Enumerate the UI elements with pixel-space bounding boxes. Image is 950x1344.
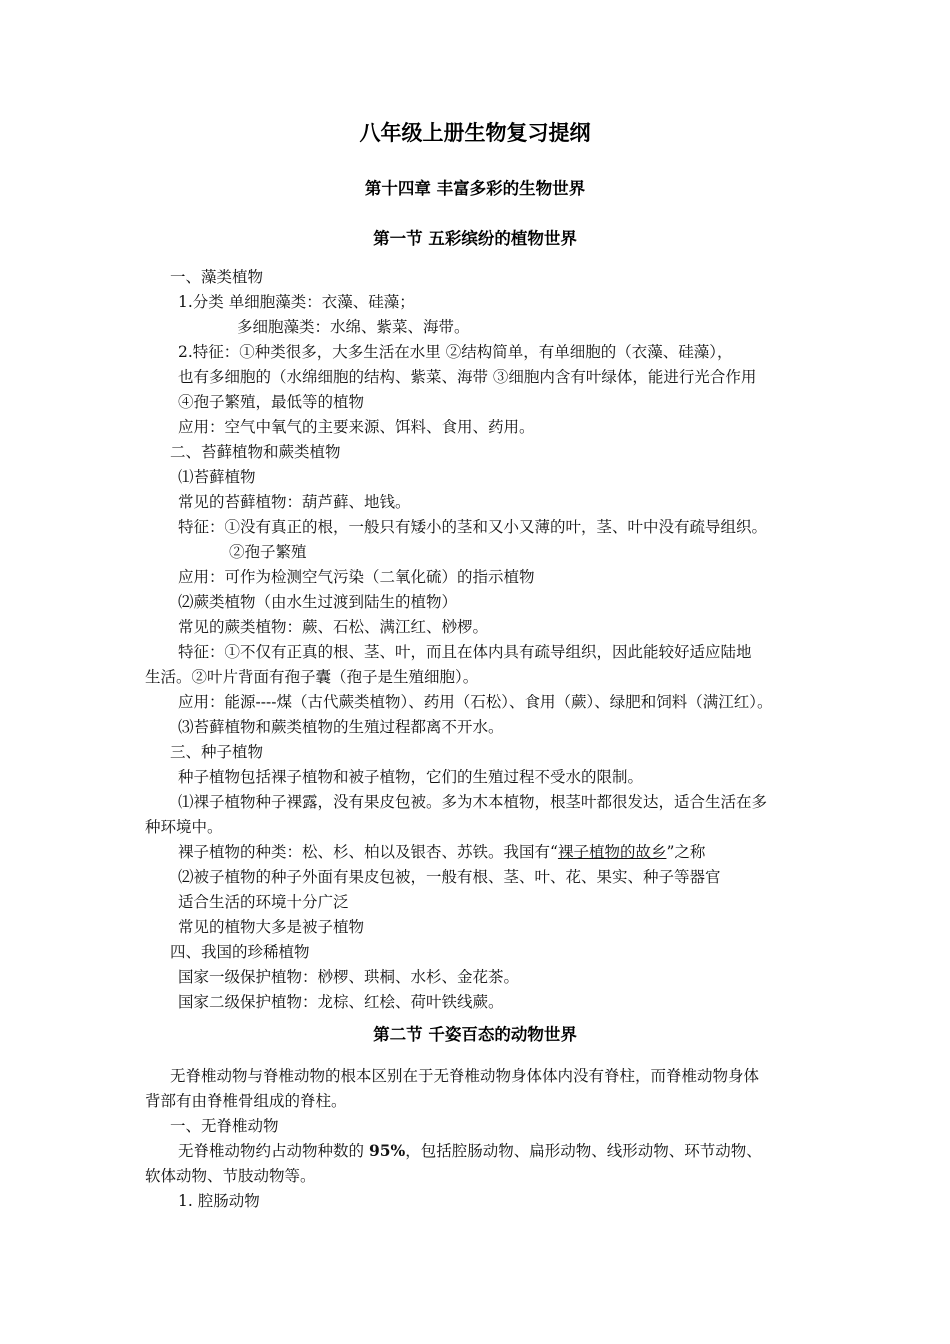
paragraph-line: 常见的蕨类植物：蕨、石松、满江红、桫椤。 [178, 618, 489, 636]
paragraph-line: ⑴苔藓植物 [178, 468, 256, 486]
paragraph-line: 特征：①不仅有正真的根、茎、叶，而且在体内具有疏导组织，因此能较好适应陆地 [178, 643, 752, 661]
text-span: ”之称 [666, 843, 706, 861]
bold-text: 95% [368, 1141, 406, 1160]
paragraph-line: 国家一级保护植物：桫椤、珙桐、水杉、金花茶。 [178, 968, 520, 986]
paragraph-line: 适合生活的环境十分广泛 [178, 893, 349, 911]
paragraph-line: 应用：可作为检测空气污染（二氧化硫）的指示植物 [178, 568, 535, 586]
heading-seed-plants: 三、种子植物 [170, 743, 264, 761]
heading-rare-plants: 四、我国的珍稀植物 [170, 943, 310, 961]
paragraph-line: 国家二级保护植物：龙棕、红桧、荷叶铁线蕨。 [178, 993, 504, 1011]
text-span: ，包括腔肠动物、扁形动物、线形动物、环节动物、 [405, 1142, 762, 1160]
paragraph-line: 应用：能源----煤（古代蕨类植物）、药用（石松）、食用（蕨）、绿肥和饲料（满江红）。 [178, 693, 773, 711]
paragraph-line: 应用：空气中氧气的主要来源、饵料、食用、药用。 [178, 418, 535, 436]
paragraph-line: 生活。②叶片背面有孢子囊（孢子是生殖细胞）。 [145, 668, 479, 686]
paragraph-line: 种环境中。 [145, 818, 223, 836]
paragraph-line: 软体动物、节肢动物等。 [145, 1167, 316, 1185]
paragraph-line: 特征：①没有真正的根，一般只有矮小的茎和又小又薄的叶，茎、叶中没有疏导组织。 [178, 518, 768, 536]
paragraph-line: ⑶苔藓植物和蕨类植物的生殖过程都离不开水。 [178, 718, 504, 736]
paragraph-line [178, 842, 705, 862]
paragraph-line [178, 1141, 762, 1161]
text-span: 无脊椎动物约占动物种数的 [178, 1142, 369, 1160]
paragraph-line: ⑴裸子植物种子裸露，没有果皮包被。多为木本植物，根茎叶都很发达，适合生活在多 [178, 793, 768, 811]
paragraph-line: ⑵被子植物的种子外面有果皮包被，一般有根、茎、叶、花、果实、种子等器官 [178, 868, 721, 886]
paragraph-line: ②孢子繁殖 [229, 543, 307, 561]
paragraph-line: 无脊椎动物与脊椎动物的根本区别在于无脊椎动物身体体内没有脊柱，而脊椎动物身体 [170, 1067, 760, 1085]
section-heading: 第二节 千姿百态的动物世界 [373, 1025, 577, 1044]
paragraph-line: ④孢子繁殖，最低等的植物 [178, 393, 365, 411]
paragraph-line: 种子植物包括裸子植物和被子植物，它们的生殖过程不受水的限制。 [178, 768, 644, 786]
paragraph-line: 常见的植物大多是被子植物 [178, 918, 365, 936]
paragraph-line: 常见的苔藓植物：葫芦藓、地钱。 [178, 493, 411, 511]
paragraph-line: 1. 腔肠动物 [178, 1192, 260, 1210]
paragraph-line: 也有多细胞的（水绵细胞的结构、紫菜、海带 ③细胞内含有叶绿体，能进行光合作用 [178, 368, 757, 386]
paragraph-line: 1.分类 单细胞藻类：衣藻、硅藻； [178, 293, 415, 311]
heading-algae: 一、藻类植物 [170, 268, 264, 286]
section-heading: 第一节 五彩缤纷的植物世界 [373, 229, 577, 248]
document-title: 八年级上册生物复习提纲 [359, 121, 591, 145]
paragraph-line: 多细胞藻类：水绵、紫菜、海带。 [237, 318, 470, 336]
underlined-text: 裸子植物的故乡 [557, 843, 667, 861]
paragraph-line: ⑵蕨类植物（由水生过渡到陆生的植物） [178, 593, 458, 611]
heading-invertebrates: 一、无脊椎动物 [170, 1117, 279, 1135]
chapter-heading: 第十四章 丰富多彩的生物世界 [364, 179, 586, 198]
heading-moss-fern: 二、苔藓植物和蕨类植物 [170, 443, 341, 461]
paragraph-line: 背部有由脊椎骨组成的脊柱。 [145, 1092, 347, 1110]
paragraph-line: 2.特征：①种类很多，大多生活在水里 ②结构简单，有单细胞的（衣藻、硅藻）， [178, 343, 733, 361]
text-span: 裸子植物的种类：松、杉、柏以及银杏、苏铁。我国有“ [178, 843, 558, 861]
